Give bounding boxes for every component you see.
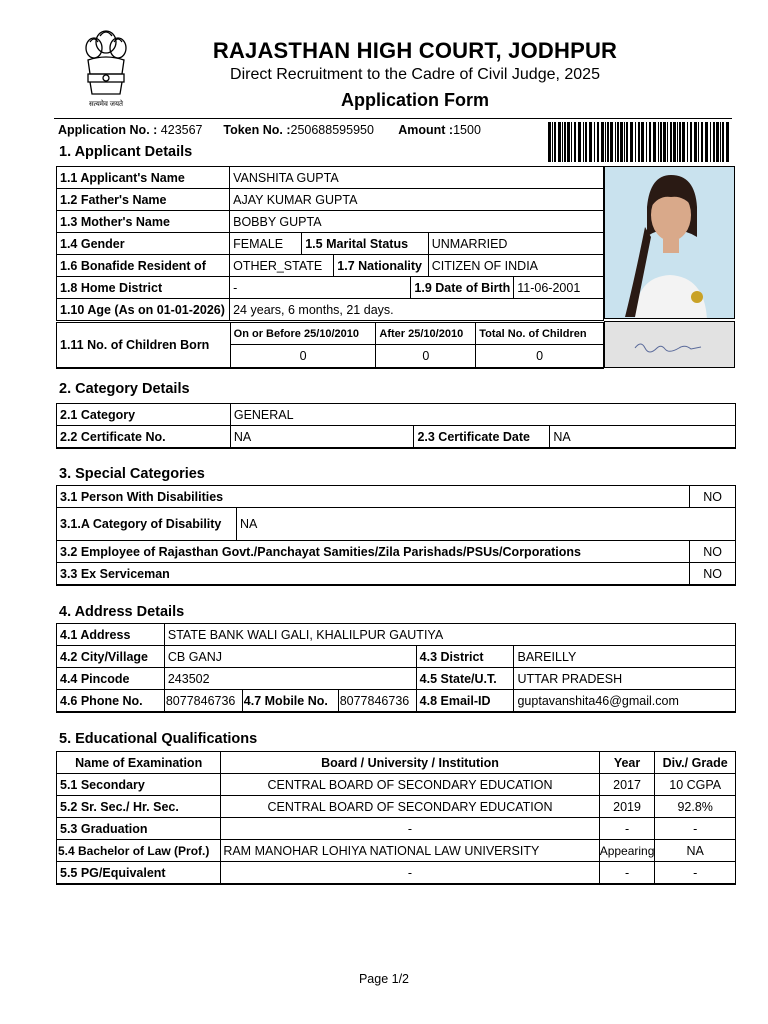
field-label: 1.1 Applicant's Name	[57, 167, 230, 189]
city-value: CB GANJ	[164, 646, 416, 668]
certificate-no-value: NA	[230, 426, 414, 449]
table-row	[57, 211, 604, 233]
father-name-value: AJAY KUMAR GUPTA	[230, 189, 604, 211]
section-1-title: 1. Applicant Details	[59, 144, 193, 160]
certificate-date-value: NA	[550, 426, 736, 449]
exam-name: 5.3 Graduation	[57, 818, 221, 840]
field-label: 4.1 Address	[57, 624, 165, 646]
home-district-value: -	[230, 277, 411, 299]
field-label: 4.7 Mobile No.	[242, 690, 338, 713]
app-no-label: Application No. :	[58, 123, 158, 137]
email-value: guptavanshita46@gmail.com	[514, 690, 736, 713]
field-label: 3.1.A Category of Disability	[57, 508, 237, 541]
table-row	[57, 563, 736, 586]
category-table	[56, 403, 736, 449]
applicant-details-table	[56, 166, 604, 321]
field-label: 1.6 Bonafide Resident of	[57, 255, 230, 277]
table-row	[57, 818, 736, 840]
column-header: After 25/10/2010	[376, 323, 476, 345]
applicant-signature	[604, 321, 735, 368]
table-row	[57, 796, 736, 818]
exam-year: 2019	[599, 796, 655, 818]
mobile-value: 8077846736	[338, 690, 416, 713]
table-row	[57, 646, 736, 668]
header-divider	[54, 118, 732, 119]
table-row	[57, 299, 604, 321]
gender-value: FEMALE	[230, 233, 302, 255]
column-header: Board / University / Institution	[221, 752, 599, 774]
special-categories-table	[56, 485, 736, 586]
children-table	[56, 322, 604, 369]
mother-name-value: BOBBY GUPTA	[230, 211, 604, 233]
exam-name: 5.2 Sr. Sec./ Hr. Sec.	[57, 796, 221, 818]
exam-year: 2017	[599, 774, 655, 796]
app-no-value: 423567	[160, 123, 203, 137]
page-subtitle: Direct Recruitment to the Cadre of Civil Judge, 2025	[230, 66, 600, 83]
field-label: 1.4 Gender	[57, 233, 230, 255]
table-row	[57, 668, 736, 690]
section-4-title: 4. Address Details	[59, 604, 185, 620]
field-label: 3.3 Ex Serviceman	[57, 563, 690, 586]
nationality-value: CITIZEN OF INDIA	[428, 255, 603, 277]
table-row	[57, 541, 736, 563]
table-row	[57, 486, 736, 508]
table-row	[57, 508, 736, 541]
column-header: Name of Examination	[57, 752, 221, 774]
exam-grade: 10 CGPA	[655, 774, 736, 796]
token-value: 250688595950	[290, 123, 374, 137]
table-row	[57, 255, 604, 277]
address-value: STATE BANK WALI GALI, KHALILPUR GAUTIYA	[164, 624, 735, 646]
barcode-icon	[548, 122, 730, 162]
applicant-photo	[604, 166, 735, 319]
table-row	[57, 840, 736, 862]
exam-name: 5.1 Secondary	[57, 774, 221, 796]
pwd-value: NO	[690, 486, 736, 508]
govt-employee-value: NO	[690, 541, 736, 563]
column-header: Year	[599, 752, 655, 774]
district-value: BAREILLY	[514, 646, 736, 668]
dob-value: 11-06-2001	[514, 277, 604, 299]
table-row	[57, 624, 736, 646]
pincode-value: 243502	[164, 668, 416, 690]
exam-grade: NA	[655, 840, 736, 862]
applicant-name-value: VANSHITA GUPTA	[230, 167, 604, 189]
field-label: 4.2 City/Village	[57, 646, 165, 668]
field-label: 2.2 Certificate No.	[57, 426, 231, 449]
column-header: Div./ Grade	[655, 752, 736, 774]
table-row	[57, 774, 736, 796]
token-label: Token No. :	[223, 123, 291, 137]
field-label: 2.1 Category	[57, 404, 231, 426]
children-after-value: 0	[376, 345, 476, 368]
application-meta	[58, 123, 481, 137]
exam-grade: 92.8%	[655, 796, 736, 818]
field-label: 4.8 Email-ID	[416, 690, 514, 713]
table-row	[57, 277, 604, 299]
education-table	[56, 751, 736, 885]
form-title: Application Form	[341, 90, 489, 110]
disability-category-value: NA	[236, 508, 735, 541]
address-table	[56, 623, 736, 713]
field-label: 4.6 Phone No.	[57, 690, 165, 713]
children-before-value: 0	[230, 345, 376, 368]
children-total-value: 0	[476, 345, 604, 368]
column-header: Total No. of Children	[476, 323, 604, 345]
column-header: On or Before 25/10/2010	[230, 323, 376, 345]
amount-value: 1500	[453, 123, 481, 137]
field-label: 4.4 Pincode	[57, 668, 165, 690]
field-label: 3.1 Person With Disabilities	[57, 486, 690, 508]
field-label: 1.10 Age (As on 01-01-2026)	[57, 299, 230, 321]
exam-year: Appearing	[599, 840, 655, 862]
field-label: 1.3 Mother's Name	[57, 211, 230, 233]
table-row	[57, 167, 604, 189]
exam-name: 5.5 PG/Equivalent	[57, 862, 221, 885]
field-label: 1.7 Nationality	[334, 255, 428, 277]
marital-status-value: UNMARRIED	[428, 233, 603, 255]
field-label: 4.5 State/U.T.	[416, 668, 514, 690]
phone-value: 8077846736	[164, 690, 242, 713]
section-2-title: 2. Category Details	[59, 381, 190, 397]
exam-year: -	[599, 818, 655, 840]
table-row	[57, 323, 604, 345]
field-label: 2.3 Certificate Date	[414, 426, 550, 449]
table-row	[57, 690, 736, 713]
field-label: 1.8 Home District	[57, 277, 230, 299]
board-name: -	[221, 862, 599, 885]
field-label: 1.11 No. of Children Born	[57, 323, 231, 369]
section-3-title: 3. Special Categories	[59, 466, 205, 482]
amount-label: Amount :	[398, 123, 454, 137]
state-value: UTTAR PRADESH	[514, 668, 736, 690]
table-row	[57, 426, 736, 449]
table-row	[57, 862, 736, 885]
board-name: -	[221, 818, 599, 840]
exam-grade: -	[655, 862, 736, 885]
table-row	[57, 189, 604, 211]
page-title: RAJASTHAN HIGH COURT, JODHPUR	[212, 38, 618, 63]
board-name: RAM MANOHAR LOHIYA NATIONAL LAW UNIVERSITY	[221, 840, 599, 862]
table-row	[57, 233, 604, 255]
field-label: 3.2 Employee of Rajasthan Govt./Panchayat Samities/Zila Parishads/PSUs/Corporations	[57, 541, 690, 563]
section-5-title: 5. Educational Qualifications	[59, 731, 258, 747]
exam-year: -	[599, 862, 655, 885]
field-label: 1.2 Father's Name	[57, 189, 230, 211]
category-value: GENERAL	[230, 404, 735, 426]
exam-grade: -	[655, 818, 736, 840]
board-name: CENTRAL BOARD OF SECONDARY EDUCATION	[221, 774, 599, 796]
page-number: Page 1/2	[358, 972, 410, 986]
board-name: CENTRAL BOARD OF SECONDARY EDUCATION	[221, 796, 599, 818]
table-header-row	[57, 752, 736, 774]
field-label: 4.3 District	[416, 646, 514, 668]
field-label: 1.5 Marital Status	[302, 233, 429, 255]
ex-serviceman-value: NO	[690, 563, 736, 586]
resident-value: OTHER_STATE	[230, 255, 334, 277]
exam-name: 5.4 Bachelor of Law (Prof.)	[57, 840, 221, 862]
age-value: 24 years, 6 months, 21 days.	[230, 299, 604, 321]
table-row	[57, 404, 736, 426]
emblem-motto: सत्यमेव जयते	[88, 101, 124, 108]
field-label: 1.9 Date of Birth	[411, 277, 514, 299]
